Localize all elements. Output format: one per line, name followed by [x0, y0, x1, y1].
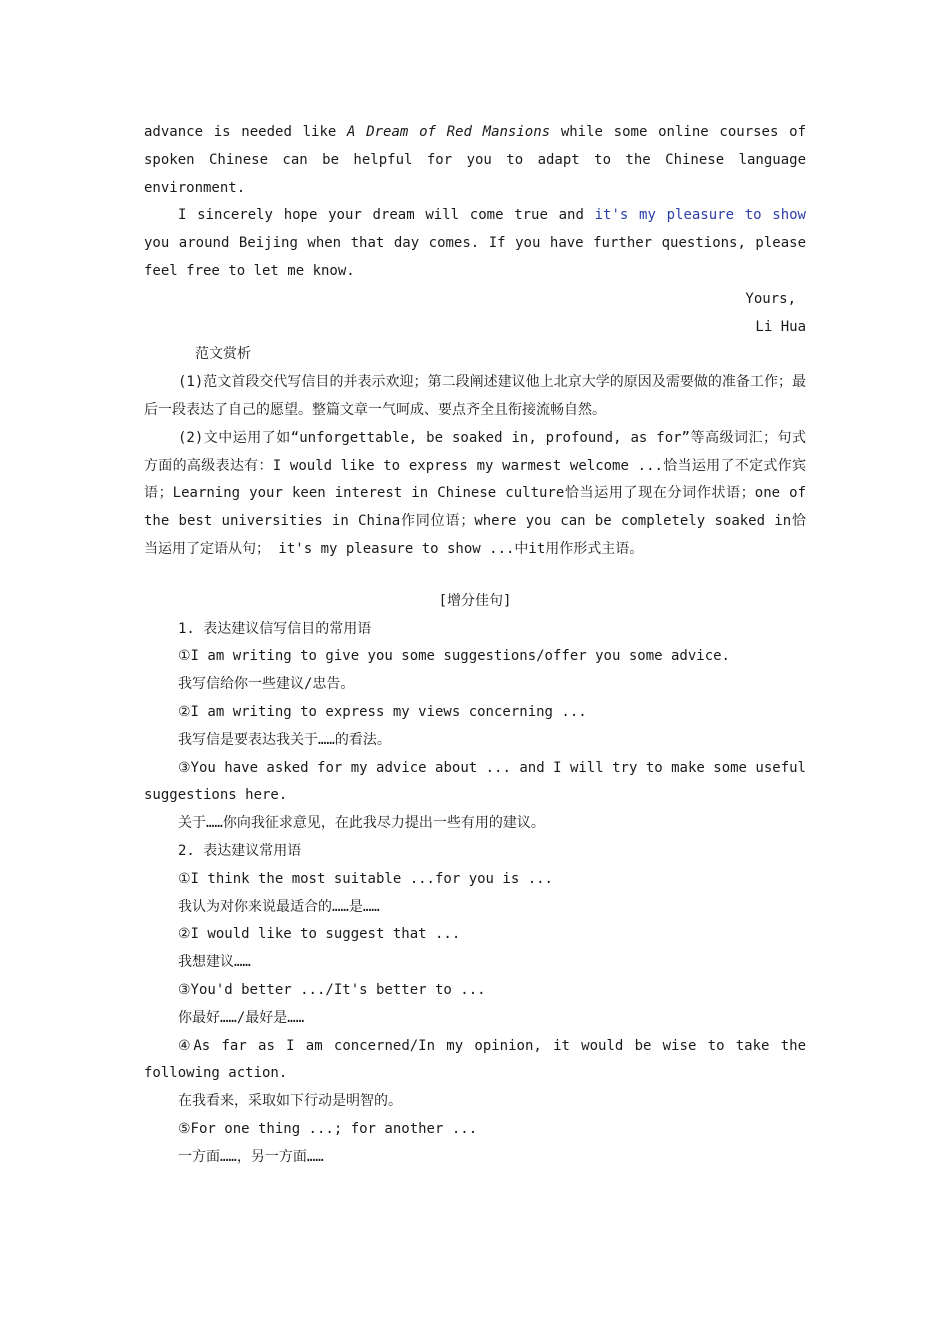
spacer [144, 564, 806, 588]
analysis-title: 范文赏析 [195, 346, 251, 363]
phrase-chinese: 你最好……/最好是…… [178, 1009, 305, 1026]
phrase-english: ③You'd better .../It's better to ... [178, 981, 486, 998]
letter-paragraph-2 [144, 202, 806, 285]
text-run: while some online courses of spoken Chinese can be helpful for you to adapt to the Chinese language environment. [144, 124, 806, 196]
phrase-chinese: 我认为对你来说最适合的……是…… [178, 898, 380, 915]
letter-signature: Li Hua [755, 318, 806, 335]
phrase-english: ⑤For one thing ...; for another ... [178, 1120, 478, 1137]
phrases-section-2-title: 2. 表达建议常用语 [178, 842, 302, 859]
phrases-title: [增分佳句] [438, 592, 512, 609]
phrase-english: ④As far as I am concerned/In my opinion, it would be wise to take the following action. [144, 1037, 806, 1082]
highlighted-phrase: it's my pleasure to show [594, 207, 806, 224]
text-run: you around Beijing when that day comes. If you have further questions, please feel free to let me know. [144, 235, 806, 279]
letter-closing: Yours, [745, 290, 796, 307]
phrase-chinese: 在我看来，采取如下行动是明智的。 [178, 1093, 402, 1110]
analysis-paragraph-2: (2)文中运用了如“unforgettable, be soaked in, profound, as for”等高级词汇；句式方面的高级表达有：I would like to express my warmest welcome ...恰当运用了不定式作宾语；Learning your keen interest in Chinese culture恰当运用了现在分词作状语；one of the best universities in China作同位语；where you can be completely soaked in恰当运用了定语从句； it's my pleasure to show ...中it用作形式主语。 [144, 429, 806, 557]
phrase-english: ①I think the most suitable ...for you is ... [178, 870, 553, 887]
phrase-chinese: 一方面……，另一方面…… [178, 1148, 324, 1165]
phrase-chinese: 我想建议…… [178, 954, 251, 971]
text-run: I sincerely hope your dream will come true and [178, 207, 595, 224]
phrase-chinese: 我写信给你一些建议/忠告。 [178, 676, 355, 693]
phrase-chinese: 我写信是要表达我关于……的看法。 [178, 731, 391, 748]
phrase-english: ①I am writing to give you some suggestions/offer you some advice. [178, 648, 730, 665]
letter-paragraph-1 [144, 119, 806, 202]
phrase-english: ②I am writing to express my views concerning ... [178, 703, 587, 720]
phrase-english: ③You have asked for my advice about ... and I will try to make some useful suggestions here. [144, 759, 806, 804]
phrase-english: ②I would like to suggest that ... [178, 926, 461, 943]
text-run: advance is needed like [144, 124, 348, 140]
phrase-chinese: 关于……你向我征求意见，在此我尽力提出一些有用的建议。 [178, 815, 545, 832]
phrases-section-1-title: 1. 表达建议信写信目的常用语 [178, 620, 372, 637]
analysis-paragraph-1: (1)范文首段交代写信目的并表示欢迎；第二段阐述建议他上北京大学的原因及需要做的准备工作；最后一段表达了自己的愿望。整篇文章一气呵成、要点齐全且衔接流畅自然。 [144, 374, 806, 418]
book-title: A Dream of Red Mansions [347, 124, 551, 140]
document-page [144, 119, 806, 1171]
